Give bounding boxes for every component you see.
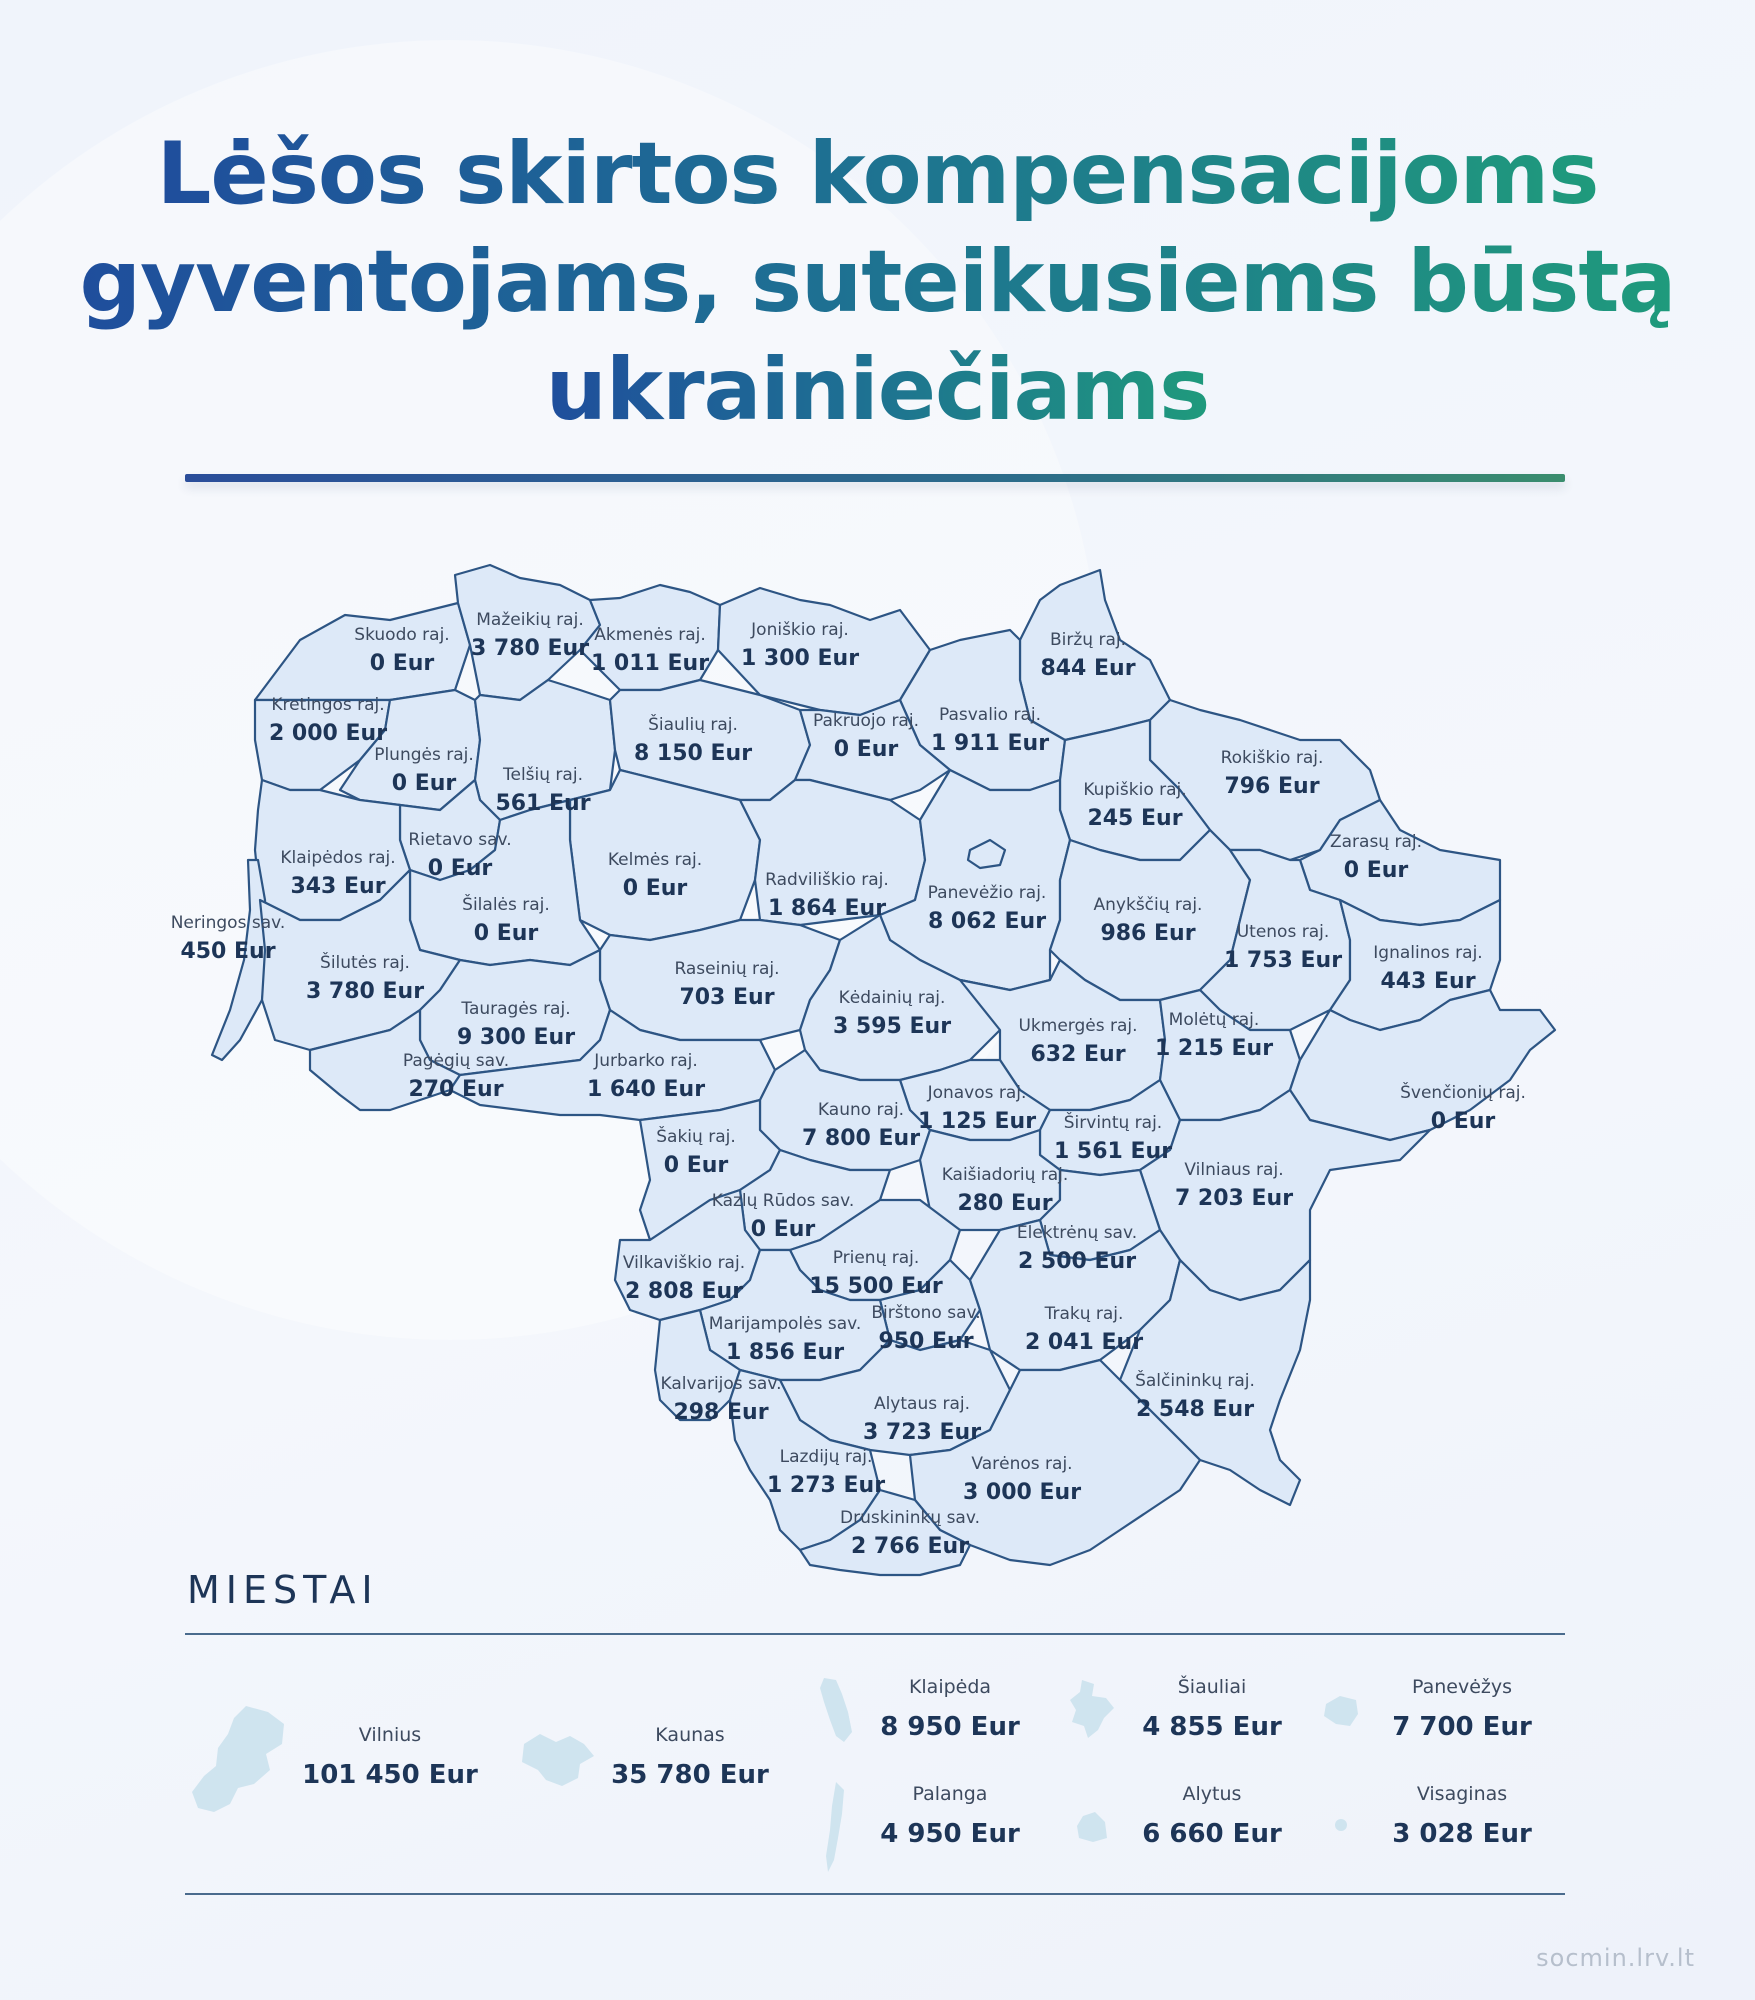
city-vilnius [290, 1724, 490, 1790]
region-name: Telšių raj. [503, 765, 583, 785]
region-name: Vilniaus raj. [1184, 1160, 1284, 1180]
city-palanga [850, 1783, 1050, 1849]
region-value: 3 780 Eur [305, 979, 425, 1004]
region-value: 280 Eur [957, 1191, 1053, 1216]
region-name: Klaipėdos raj. [280, 848, 396, 868]
region-value: 343 Eur [290, 874, 386, 899]
region-name: Kėdainių raj. [838, 988, 946, 1008]
region-label [802, 1100, 920, 1151]
region-value: 0 Eur [833, 737, 899, 762]
title-divider [185, 474, 1565, 482]
city-value: 3 028 Eur [1392, 1819, 1532, 1849]
region-value: 1 856 Eur [725, 1340, 845, 1365]
alytus-shape-icon [1075, 1810, 1109, 1844]
region-name: Rokiškio raj. [1220, 748, 1324, 768]
region-label [767, 1447, 885, 1498]
city-value: 4 855 Eur [1142, 1712, 1282, 1742]
region-label [931, 705, 1049, 756]
city-value: 4 950 Eur [880, 1819, 1020, 1849]
city-name: Kaunas [655, 1724, 725, 1746]
region-value: 1 753 Eur [1223, 948, 1343, 973]
region-label [457, 999, 575, 1050]
city-name: Šiauliai [1177, 1676, 1247, 1698]
region-label [403, 1051, 509, 1102]
region-value: 950 Eur [878, 1329, 974, 1354]
region-birzu [1020, 570, 1170, 740]
region-value: 1 215 Eur [1154, 1036, 1274, 1061]
vilnius-shape-icon [188, 1704, 288, 1814]
panevezys-shape-icon [1322, 1694, 1360, 1728]
region-name: Mažeikių raj. [476, 610, 584, 630]
region-label [495, 765, 590, 816]
region-skuodo [255, 603, 470, 700]
region-value: 1 640 Eur [586, 1077, 706, 1102]
footer-source-link[interactable]: socmin.lrv.lt [1536, 1944, 1695, 1972]
region-label [1330, 832, 1422, 883]
cities-top-divider [185, 1633, 1565, 1635]
page-title [0, 120, 1755, 444]
region-name: Vilkaviškio raj. [622, 1253, 746, 1273]
region-name: Akmenės raj. [594, 625, 706, 645]
region-value: 1 864 Eur [767, 896, 887, 921]
region-label [871, 1303, 980, 1354]
region-label [661, 1374, 782, 1425]
region-value: 3 780 Eur [470, 636, 590, 661]
region-name: Tauragės raj. [461, 999, 571, 1019]
region-label [1094, 895, 1203, 946]
city-visaginas [1362, 1783, 1562, 1849]
city-panevezys [1362, 1676, 1562, 1742]
region-name: Utenos raj. [1236, 922, 1330, 942]
region-name: Kretingos raj. [271, 695, 385, 715]
region-value: 986 Eur [1100, 921, 1196, 946]
region-value: 0 Eur [750, 1217, 816, 1242]
region-label [918, 1083, 1036, 1134]
region-value: 561 Eur [495, 791, 591, 816]
region-name: Joniškio raj. [751, 620, 849, 640]
region-value: 1 011 Eur [590, 651, 710, 676]
region-value: 0 Eur [1430, 1109, 1496, 1134]
region-name: Ignalinos raj. [1373, 943, 1483, 963]
region-value: 2 500 Eur [1017, 1249, 1137, 1274]
region-name: Jurbarko raj. [594, 1051, 698, 1071]
region-value: 0 Eur [369, 651, 435, 676]
region-value: 245 Eur [1087, 806, 1183, 831]
region-label [1083, 780, 1186, 831]
region-label [674, 959, 779, 1010]
city-value: 35 780 Eur [611, 1760, 769, 1790]
region-name: Kalvarijos sav. [660, 1374, 782, 1394]
region-name: Trakų raj. [1044, 1304, 1124, 1324]
city-name: Visaginas [1416, 1783, 1508, 1805]
region-label [963, 1454, 1081, 1505]
city-name: Alytus [1182, 1783, 1242, 1805]
region-name: Ukmergės raj. [1018, 1016, 1138, 1036]
region-value: 632 Eur [1030, 1042, 1126, 1067]
region-label [1018, 1016, 1137, 1067]
cities-bottom-divider [185, 1893, 1565, 1895]
region-label [741, 620, 859, 671]
region-name: Neringos sav. [170, 913, 286, 933]
region-label [709, 1314, 862, 1365]
region-label [942, 1165, 1069, 1216]
region-label [280, 848, 395, 899]
region-value: 0 Eur [391, 771, 457, 796]
city-kaunas [590, 1724, 790, 1790]
region-name: Molėtų raj. [1168, 1010, 1260, 1030]
region-name: Pasvalio raj. [938, 705, 1042, 725]
region-value: 3 723 Eur [862, 1420, 982, 1445]
title-line-1: Lėšos skirtos kompensacijoms [156, 124, 1599, 224]
region-name: Marijampolės sav. [708, 1314, 862, 1334]
region-name: Kaišiadorių raj. [941, 1165, 1069, 1185]
region-value: 7 203 Eur [1174, 1186, 1294, 1211]
region-value: 1 125 Eur [917, 1109, 1037, 1134]
region-name: Švenčionių raj. [1400, 1083, 1526, 1103]
region-value: 0 Eur [427, 856, 493, 881]
region-label [1221, 748, 1324, 799]
region-name: Šilutės raj. [320, 953, 410, 973]
region-name: Lazdijų raj. [779, 1447, 873, 1467]
city-name: Vilnius [358, 1724, 422, 1746]
region-value: 0 Eur [1343, 858, 1409, 883]
region-name: Kupiškio raj. [1083, 780, 1187, 800]
region-value: 270 Eur [408, 1077, 504, 1102]
region-value: 15 500 Eur [809, 1274, 943, 1299]
region-value: 2 000 Eur [268, 721, 388, 746]
region-value: 443 Eur [1380, 969, 1476, 994]
region-name: Birštono sav. [871, 1303, 981, 1323]
region-name: Zarasų raj. [1329, 832, 1423, 852]
region-value: 7 800 Eur [801, 1126, 921, 1151]
region-name: Kazlų Rūdos sav. [711, 1191, 855, 1211]
region-value: 1 911 Eur [930, 731, 1050, 756]
region-value: 0 Eur [473, 921, 539, 946]
region-name: Elektrėnų sav. [1016, 1223, 1138, 1243]
region-label [833, 988, 951, 1039]
title-line-3: ukrainiečiams [545, 340, 1210, 440]
region-name: Druskininkų sav. [840, 1508, 980, 1528]
region-name: Kelmės raj. [607, 850, 703, 870]
region-value: 1 561 Eur [1053, 1139, 1173, 1164]
region-name: Šalčininkų raj. [1135, 1371, 1255, 1391]
region-name: Šilalės raj. [462, 895, 550, 915]
visaginas-shape-icon [1333, 1817, 1349, 1833]
city-value: 6 660 Eur [1142, 1819, 1282, 1849]
cities-section-title: MIESTAI [187, 1568, 379, 1612]
region-name: Prienų raj. [832, 1248, 920, 1268]
region-name: Pakruojo raj. [813, 711, 919, 731]
region-label [269, 695, 387, 746]
lithuania-map [0, 540, 1755, 1600]
region-label [765, 870, 889, 921]
region-name: Širvintų raj. [1063, 1113, 1163, 1133]
city-alytus [1112, 1783, 1312, 1849]
region-name: Alytaus raj. [873, 1394, 971, 1414]
city-name: Klaipėda [908, 1676, 992, 1698]
region-label [623, 1253, 745, 1304]
palanga-shape-icon [824, 1780, 848, 1874]
city-siauliai [1112, 1676, 1312, 1742]
region-value: 1 300 Eur [740, 646, 860, 671]
region-label [863, 1394, 981, 1445]
region-label [1175, 1160, 1293, 1211]
region-value: 8 150 Eur [633, 741, 753, 766]
region-value: 2 041 Eur [1024, 1330, 1144, 1355]
region-label [1373, 943, 1482, 994]
region-label [840, 1508, 980, 1559]
region-label [928, 883, 1047, 934]
city-value: 7 700 Eur [1392, 1712, 1532, 1742]
region-name: Radviliškio raj. [765, 870, 889, 890]
region-name: Anykščių raj. [1093, 895, 1203, 915]
region-mazeikiu [455, 565, 600, 700]
region-name: Skuodo raj. [354, 625, 450, 645]
region-value: 844 Eur [1040, 656, 1136, 681]
region-name: Varėnos raj. [971, 1454, 1073, 1474]
region-name: Kauno raj. [817, 1100, 905, 1120]
region-name: Raseinių raj. [674, 959, 780, 979]
region-label [1155, 1010, 1273, 1061]
region-name: Panevėžio raj. [927, 883, 1047, 903]
region-value: 703 Eur [679, 985, 775, 1010]
region-label [471, 610, 589, 661]
city-value: 101 450 Eur [302, 1760, 478, 1790]
city-name: Palanga [912, 1783, 988, 1805]
region-label [591, 625, 709, 676]
region-value: 2 766 Eur [850, 1534, 970, 1559]
region-value: 0 Eur [622, 876, 688, 901]
region-name: Plungės raj. [374, 745, 474, 765]
region-value: 9 300 Eur [456, 1025, 576, 1050]
region-name: Biržų raj. [1049, 630, 1127, 650]
title-line-2: gyventojams, suteikusiems būstą [79, 232, 1676, 332]
region-value: 1 273 Eur [766, 1473, 886, 1498]
region-label [587, 1051, 705, 1102]
region-value: 0 Eur [663, 1153, 729, 1178]
region-name: Šiaulių raj. [648, 715, 738, 735]
city-name: Panevėžys [1411, 1676, 1513, 1698]
region-name: Šakių raj. [656, 1127, 736, 1147]
region-value: 298 Eur [673, 1400, 769, 1425]
region-value: 3 000 Eur [962, 1480, 1082, 1505]
region-value: 3 595 Eur [832, 1014, 952, 1039]
region-label [171, 913, 286, 964]
region-name: Rietavo sav. [408, 830, 512, 850]
region-label [1224, 922, 1342, 973]
region-value: 2 808 Eur [624, 1279, 744, 1304]
city-klaipeda [850, 1676, 1050, 1742]
city-value: 8 950 Eur [880, 1712, 1020, 1742]
region-value: 2 548 Eur [1135, 1397, 1255, 1422]
region-name: Jonavos raj. [927, 1083, 1027, 1103]
region-value: 8 062 Eur [927, 909, 1047, 934]
region-value: 450 Eur [180, 939, 276, 964]
siauliai-shape-icon [1068, 1678, 1116, 1740]
kaunas-shape-icon [518, 1730, 596, 1790]
region-label [1040, 630, 1135, 681]
region-name: Pagėgių sav. [402, 1051, 510, 1071]
klaipeda-shape-icon [818, 1676, 854, 1744]
region-label [1017, 1223, 1137, 1274]
region-value: 796 Eur [1224, 774, 1320, 799]
